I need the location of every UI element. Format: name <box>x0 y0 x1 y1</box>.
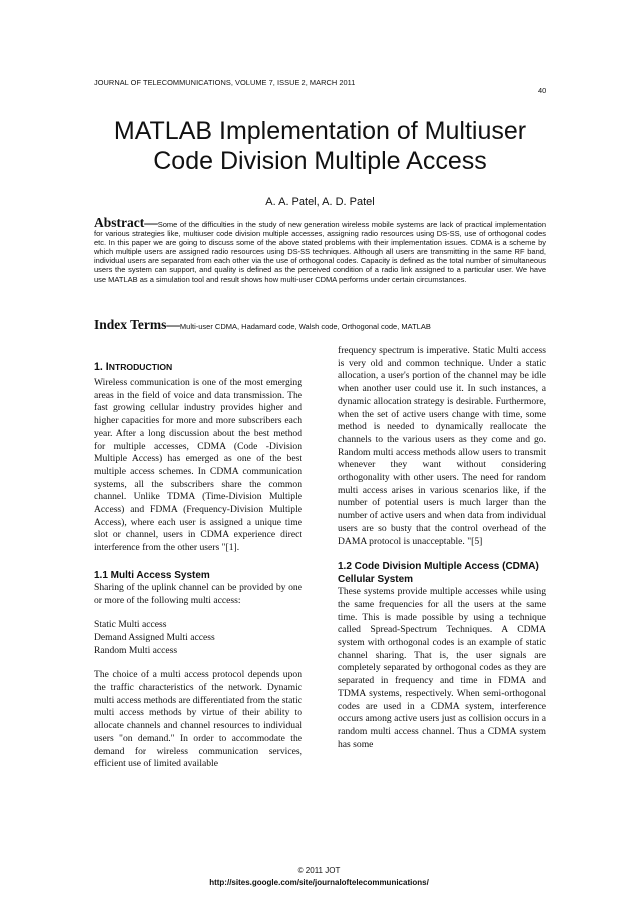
section-heading-introduction <box>94 361 302 373</box>
list-item: Static Multi access <box>94 619 167 631</box>
multi-access-paragraph: The choice of a multi access protocol depends upon the traffic characteristics of the network. Dynamic multi access methods are differentiated from the static multi access methods by virtue of their ability to allocate channels and channel resources to individual users "on demand." In order to accommodate the demand for wireless communication services, efficient use of limited available <box>94 669 302 770</box>
title-line-2: Code Division Multiple Access <box>153 147 487 175</box>
authors: A. A. Patel, A. D. Patel <box>265 196 375 208</box>
abstract-label: Abstract <box>94 215 145 230</box>
abstract-text: Some of the difficulties in the study of new generation wireless mobile systems are lack of practical implementation for various strategies like, multiuser code division multiple accesses, assigning radio resources using DS-SS, use of orthogonal codes etc. In this paper we are going to discuss some of the above stated problems with their implementation issues. CDMA is a scheme by which multiple users are assigned radio resources using DS-SS techniques. Although all users are transmitting in the same RF band, individual users are separated from each other via the use of orthogonal codes. Capacity is defined as the total number of simultaneous users the system can support, and quality is defined as the perceived condition of a radio link assigned to a particular user. We have use MATLAB as a simulation tool and result shows how multi-user CDMA performs under certain circumstances. <box>94 220 546 284</box>
title-line-1: MATLAB Implementation of Multiuser <box>113 117 527 145</box>
index-terms <box>94 318 554 334</box>
footer-url[interactable]: http://sites.google.com/site/journaloftelecommunications/ <box>209 878 429 887</box>
right-column <box>338 345 546 751</box>
list-item: Random Multi access <box>94 644 178 656</box>
section-initial: I <box>105 361 109 373</box>
running-head: JOURNAL OF TELECOMMUNICATIONS, VOLUME 7, ISSUE 2, MARCH 2011 <box>94 78 356 87</box>
index-terms-dash: — <box>166 317 180 332</box>
section-title-rest: NTRODUCTION <box>108 362 173 372</box>
cdma-paragraph: These systems provide multiple accesses while using the same frequencies for all the users at the same time. This is made possible by using a technique called Spread-Spectrum Techniques. A CDMA system with orthogonal codes is an example of static channel sharing. That is, the user signals are completely separated by orthogonal codes as they are separated in frequency and time in FDMA and TDMA systems, respectively. When semi-orthogonal codes are used in a CDMA system, interference occurs among active users just as collision occurs in a random multi access channel. Thus a CDMA system has some <box>338 586 546 750</box>
footer-copyright: © 2011 JOT <box>297 866 341 875</box>
section-number: 1. <box>94 361 106 373</box>
paper-title <box>60 116 580 176</box>
continuation-paragraph: frequency spectrum is imperative. Static Multi access is very old and common technique. Under a static allocation, a user's portion of the channel may be idle when another user could use it. In such instances, a dynamic allocation strategy is desirable. Furthermore, when the set of active users change with time, some method is needed to dynamically reallocate the channels to the various users as they come and go. Random multi access methods allow users to transmit whenever they want without considering orthogonality with other users. The need for random multi access arises in various scenarios like, if the number of potential users is much larger than the number of active users and when data from individual users are so busty that the control overhead of the DAMA protocol is unacceptable. "[5] <box>338 345 546 547</box>
multi-access-intro: Sharing of the uplink channel can be provided by one or more of the following multi access: <box>94 581 302 606</box>
list-item: Demand Assigned Multi access <box>94 631 215 643</box>
section-heading-multi-access: 1.1 Multi Access System <box>94 569 210 581</box>
abstract-dash: — <box>144 215 158 230</box>
page-number: 40 <box>538 86 547 95</box>
index-terms-text: Multi-user CDMA, Hadamard code, Walsh code, Orthogonal code, MATLAB <box>179 322 431 331</box>
index-terms-label: Index Terms <box>94 317 167 332</box>
left-column <box>94 345 302 771</box>
introduction-paragraph: Wireless communication is one of the most emerging areas in the field of voice and data transmission. The fast growing cellular industry provides higher and higher capacities for more and more subscribers each year. After a long discussion about the best method for multiple accesses, CDMA (Code -Division Multiple Access) has emerged as one of the best multiple access schemes. In CDMA communication systems, all the subscribers share the common channel. Unlike TDMA (Time-Division Multiple Access) and FDMA (Frequency-Division Multiple Access), where each user is assigned a unique time slot or channel, users in CDMA experience direct interference from the other users "[1]. <box>94 377 302 554</box>
section-heading-cdma: 1.2 Code Division Multiple Access (CDMA) Cellular System <box>338 561 539 586</box>
abstract <box>94 215 546 284</box>
